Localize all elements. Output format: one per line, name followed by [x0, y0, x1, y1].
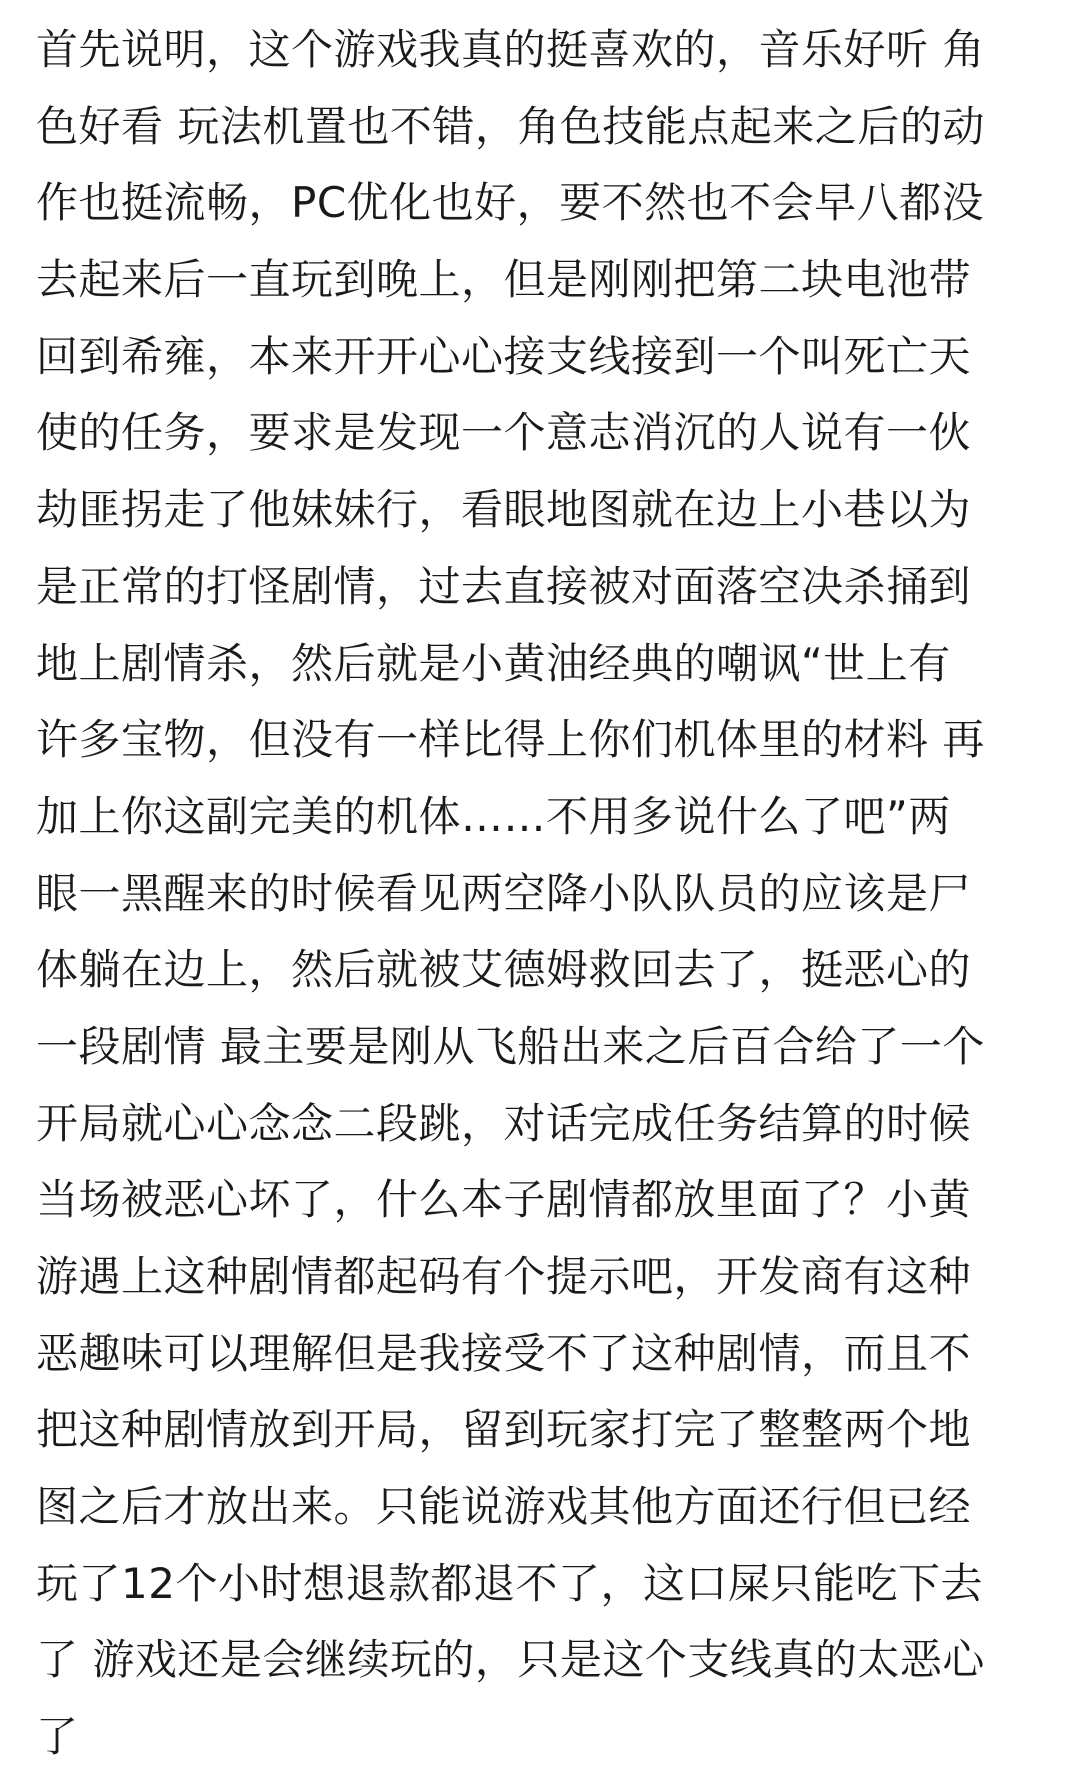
post-text-line: 许多宝物，但没有一样比得上你们机体里的材料 再 — [36, 715, 985, 765]
post-text-line: 恶趣味可以理解但是我接受不了这种剧情，而且不 — [36, 1328, 972, 1378]
post-text-line: 体躺在边上，然后就被艾德姆救回去了，挺恶心的 — [36, 945, 972, 995]
post-text-line: 使的任务，要求是发现一个意志消沉的人说有一伙 — [36, 408, 972, 458]
post-text-line: 去起来后一直玩到晚上，但是刚刚把第二块电池带 — [36, 255, 972, 305]
post-text-line: 是正常的打怪剧情，过去直接被对面落空决杀捅到 — [36, 561, 972, 611]
post-text-line: 加上你这副完美的机体……不用多说什么了吧”两 — [36, 791, 951, 841]
post-text-line: 把这种剧情放到开局，留到玩家打完了整整两个地 — [36, 1405, 972, 1455]
post-text-line: 地上剧情杀，然后就是小黄油经典的嘲讽“世上有 — [36, 638, 951, 688]
post-text-line: 劫匪拐走了他妹妹行，看眼地图就在边上小巷以为 — [36, 485, 972, 535]
post-text-line: 首先说明，这个游戏我真的挺喜欢的，音乐好听 角 — [36, 25, 985, 74]
post-text-line: 一段剧情 最主要是刚从飞船出来之后百合给了一个 — [36, 1021, 985, 1071]
post-text-line: 玩了12个小时想退款都退不了，这口屎只能吃下去 — [36, 1558, 983, 1608]
post-text-line: 了 — [36, 1712, 79, 1762]
post-text-line: 当场被恶心坏了，什么本子剧情都放里面了？小黄 — [36, 1175, 972, 1225]
post-text-line: 游遇上这种剧情都起码有个提示吧，开发商有这种 — [36, 1252, 972, 1301]
post-text-line: 开局就心心念念二段跳，对话完成任务结算的时候 — [36, 1098, 972, 1148]
post-text-line: 图之后才放出来。只能说游戏其他方面还行但已经 — [36, 1482, 972, 1532]
post-text-line: 回到希雍，本来开开心心接支线接到一个叫死亡天 — [36, 331, 972, 381]
post-text-line: 了 游戏还是会继续玩的，只是这个支线真的太恶心 — [36, 1635, 985, 1685]
post-text-line: 眼一黑醒来的时候看见两空降小队队员的应该是尸 — [36, 868, 972, 918]
post-text-line: 作也挺流畅，PC优化也好，要不然也不会早八都没 — [36, 178, 985, 228]
post-text-line: 色好看 玩法机置也不错，角色技能点起来之后的动 — [36, 101, 985, 151]
